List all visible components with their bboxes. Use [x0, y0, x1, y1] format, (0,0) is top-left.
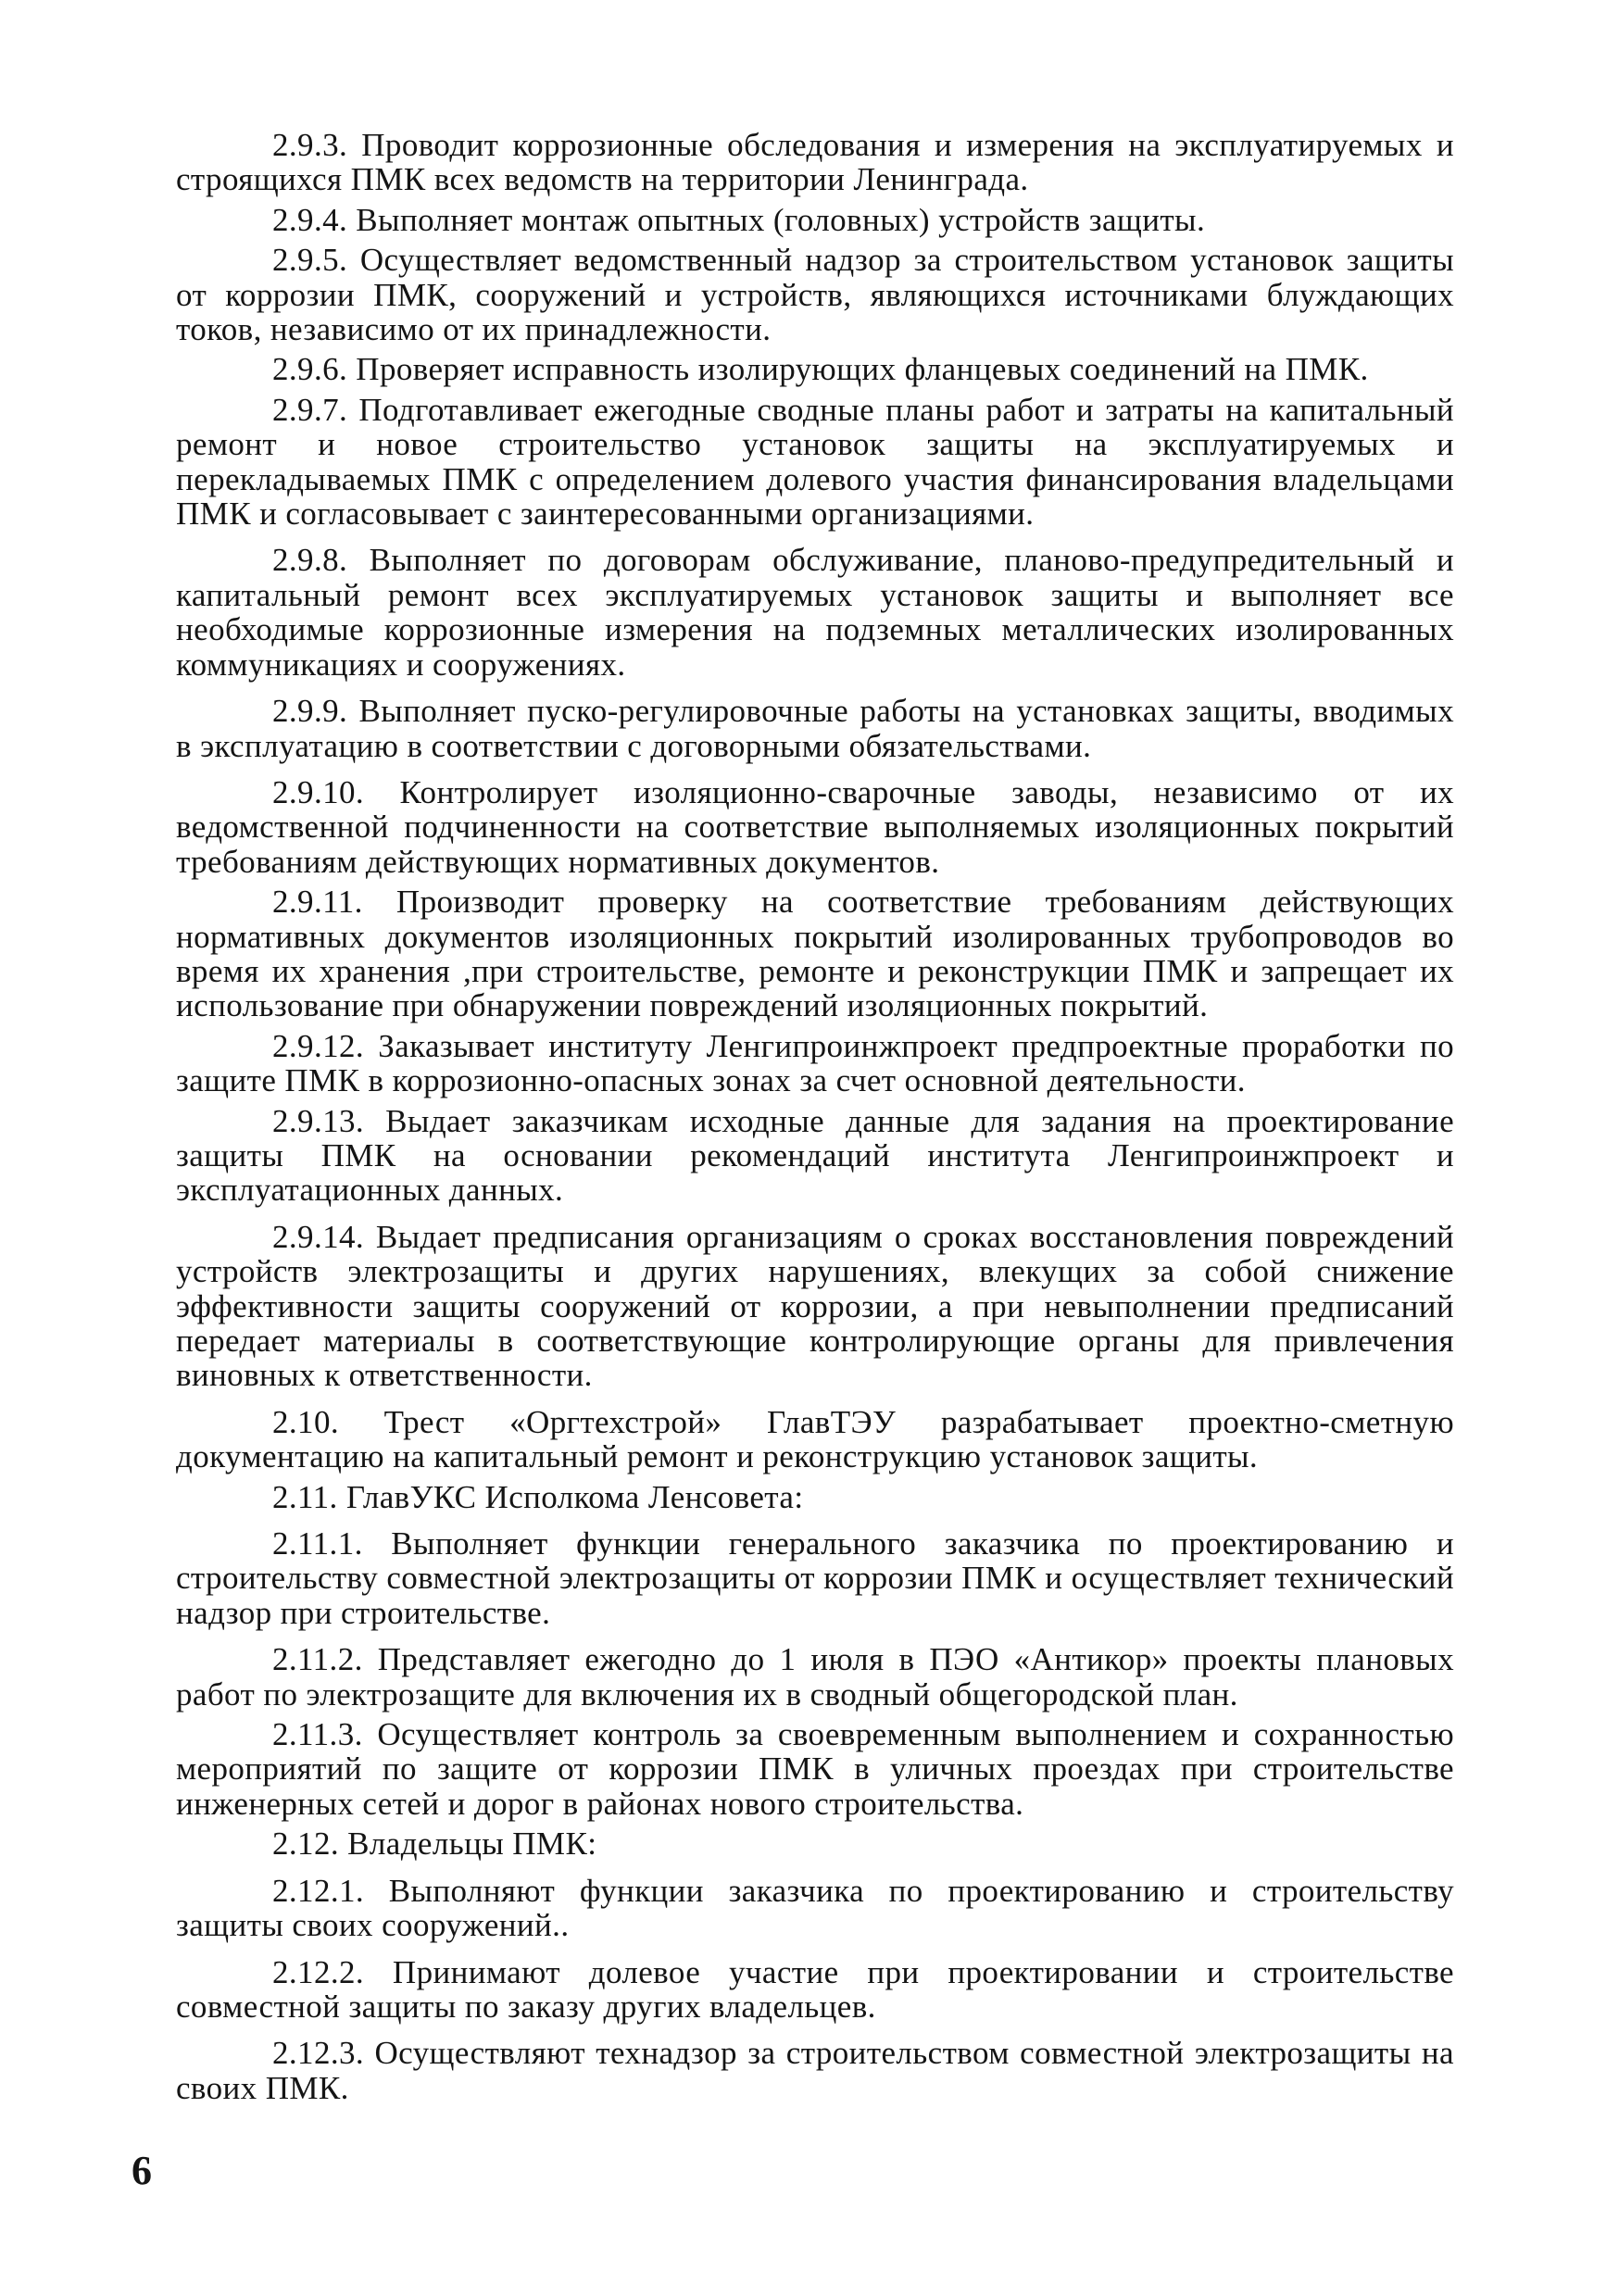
paragraph-2-9-5: 2.9.5. Осуществляет ведомственный надзор за строительством установок защиты от коррозии ПМК, сооружений и устройств, являющихся источниками блуждающих токов, независимо от их принадлежности.: [176, 242, 1454, 348]
paragraph-2-11-3: 2.11.3. Осуществляет контроль за своевременным выполнением и сохранностью мероприятий по защите от коррозии ПМК в уличных проездах при строительстве инженерных сетей и дорог в районах нового строительства.: [176, 1716, 1454, 1822]
page-number: 6: [132, 2148, 152, 2193]
paragraph-2-9-3: 2.9.3. Проводит коррозионные обследования и измерения на эксплуатируемых и строящихся ПМК всех ведомств на территории Ленинграда.: [176, 127, 1454, 198]
paragraph-2-9-10: 2.9.10. Контролирует изоляционно-сварочные заводы, независимо от их ведомственной подчиненности на соответствие выполняемых изоляционных покрытий требованиям действующих нормативных документов.: [176, 773, 1454, 880]
paragraph-2-12: 2.12. Владельцы ПМК:: [272, 1826, 597, 1863]
paragraph-2-9-12: 2.9.12. Заказывает институту Ленгипроинжпроект предпроектные проработки по защите ПМК в коррозионно-опасных зонах за счет основной деятельности.: [176, 1027, 1454, 1099]
document-page: [176, 128, 1454, 2111]
paragraph-2-11-2: 2.11.2. Представляет ежегодно до 1 июля в ПЭО «Антикор» проекты плановых работ по электрозащите для включения их в сводный общегородской план.: [176, 1641, 1454, 1713]
paragraph-2-9-4: 2.9.4. Выполняет монтаж опытных (головных) устройств защиты.: [272, 201, 1206, 238]
paragraph-2-9-13: 2.9.13. Выдает заказчикам исходные данные для задания на проектирование защиты ПМК на основании рекомендаций института Ленгипроинжпроект и эксплуатационных данных.: [176, 1102, 1454, 1209]
paragraph-2-12-1: 2.12.1. Выполняют функции заказчика по проектированию и строительству защиты своих сооружений..: [176, 1872, 1454, 1944]
paragraph-2-9-8: 2.9.8. Выполняет по договорам обслуживание, планово-предупредительный и капитальный ремонт всех эксплуатируемых установок защиты и выполняет все необходимые коррозионные измерения на подземных металлических изолированных коммуникациях и сооружениях.: [176, 542, 1454, 683]
paragraph-2-11-1: 2.11.1. Выполняет функции генерального заказчика по проектированию и строительству совместной электрозащиты от коррозии ПМК и осуществляет технический надзор при строительстве.: [176, 1525, 1454, 1631]
paragraph-2-9-6: 2.9.6. Проверяет исправность изолирующих фланцевых соединений на ПМК.: [272, 351, 1369, 388]
paragraph-2-12-3: 2.12.3. Осуществляют технадзор за строительством совместной электрозащиты на своих ПМК.: [176, 2035, 1454, 2106]
paragraph-2-9-14: 2.9.14. Выдает предписания организациям о сроках восстановления повреждений устройств электрозащиты и других нарушениях, влекущих за собой снижение эффективности защиты сооружений от коррозии, а при невыполнении предписаний передает материалы в соответствующие контролирующие органы для привлечения виновных к ответственности.: [176, 1218, 1454, 1394]
paragraph-2-10: 2.10. Трест «Оргтехстрой» ГлавТЭУ разрабатывает проектно-сметную документацию на капитальный ремонт и реконструкцию установок защиты.: [176, 1403, 1454, 1475]
paragraph-2-11: 2.11. ГлавУКС Исполкома Ленсовета:: [272, 1478, 804, 1515]
paragraph-2-9-11: 2.9.11. Производит проверку на соответствие требованиям действующих нормативных документов изоляционных покрытий изолированных трубопроводов во время их хранения ,при строительстве, ремонте и реконструкции ПМК и запрещает их использование при обнаружении повреждений изоляционных покрытий.: [176, 884, 1454, 1024]
paragraph-2-12-2: 2.12.2. Принимают долевое участие при проектировании и строительстве совместной защиты по заказу других владельцев.: [176, 1953, 1454, 2025]
paragraph-2-9-9: 2.9.9. Выполняет пуско-регулировочные работы на установках защиты, вводимых в эксплуатацию в соответствии с договорными обязательствами.: [176, 693, 1454, 764]
paragraph-2-9-7: 2.9.7. Подготавливает ежегодные сводные планы работ и затраты на капитальный ремонт и новое строительство установок защиты на эксплуатируемых и перекладываемых ПМК с определением долевого участия финансирования владельцами ПМК и согласовывает с заинтересованными организациями.: [176, 391, 1454, 533]
